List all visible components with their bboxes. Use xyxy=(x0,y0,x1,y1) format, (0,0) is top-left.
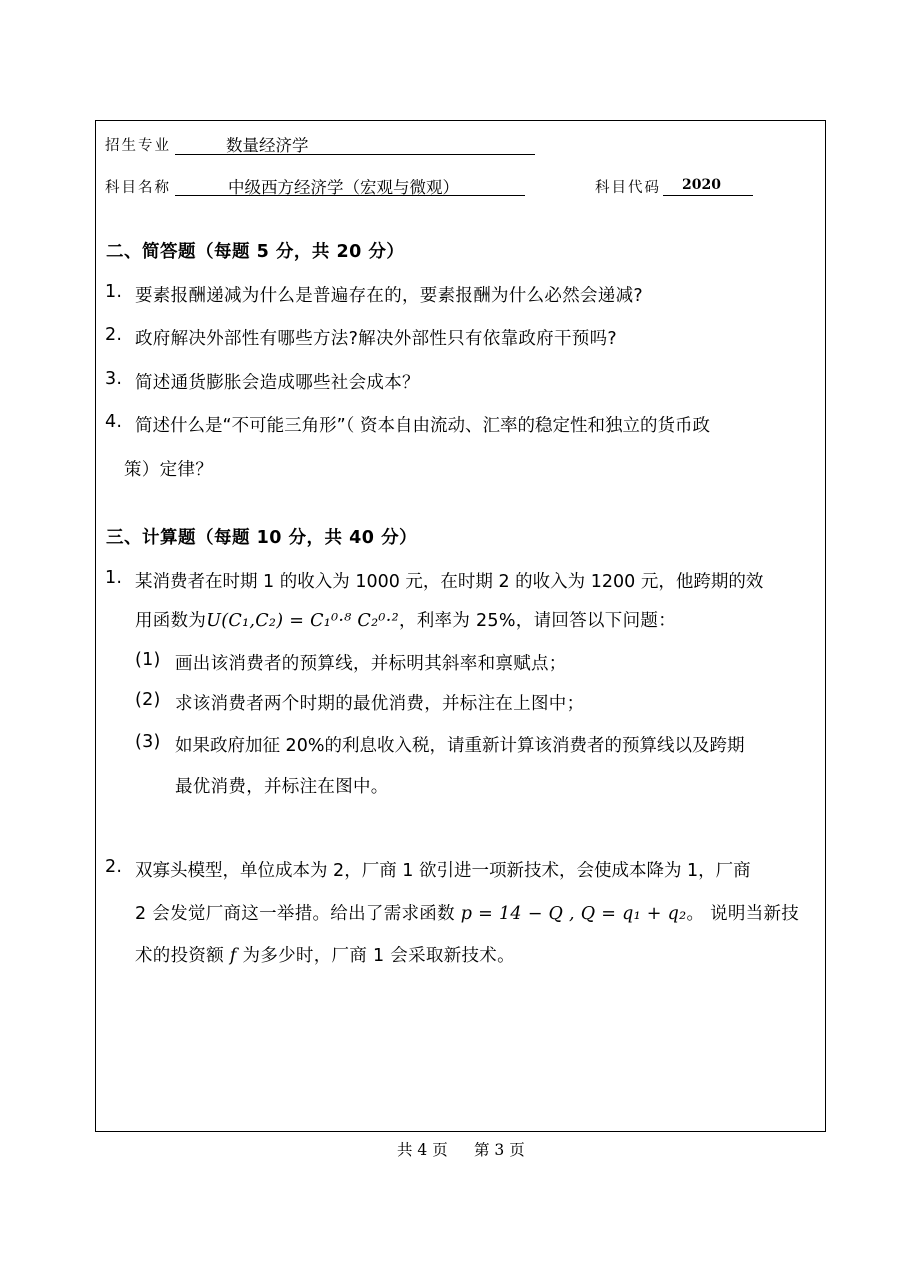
s3-q1-line2-suffix: ，利率为 25%，请回答以下问题： xyxy=(398,611,676,631)
s2-q3-text: 简述通货膨胀会造成哪些社会成本？ xyxy=(135,373,420,393)
footer-current-page: 第 3 页 xyxy=(474,1141,525,1159)
s2-q2-text: 政府解决外部性有哪些方法?解决外部性只有依靠政府干预吗? xyxy=(135,329,617,349)
s2-q4-num: 4. xyxy=(105,412,123,432)
s3-q1-line2-prefix: 用函数为 xyxy=(135,611,207,631)
s2-q3-num: 3. xyxy=(105,369,123,389)
s3-q1-sub1-num: (1) xyxy=(135,650,161,670)
subject-value: 中级西方经济学（宏观与微观） xyxy=(228,178,459,197)
s3-q2-line3-prefix: 术的投资额 xyxy=(135,946,224,966)
s3-q1-line2 xyxy=(135,607,676,632)
code-value: 2020 xyxy=(682,177,721,193)
s3-q2-num: 2. xyxy=(105,857,123,877)
s2-q1-text: 要素报酬递减为什么是普遍存在的，要素报酬为什么必然会递减? xyxy=(135,286,643,306)
s3-q1-sub3-text-cont: 最优消费，并标注在图中。 xyxy=(175,777,389,797)
major-label: 招生专业 xyxy=(105,138,171,154)
s3-q1-sub2-num: (2) xyxy=(135,690,161,710)
footer-total-pages: 共 4 页 xyxy=(397,1141,448,1159)
s3-q1-sub2-text: 求该消费者两个时期的最优消费，并标注在上图中； xyxy=(175,694,585,714)
demand-formula: p = 14 − Q , Q = q₁ + q₂ xyxy=(460,904,687,924)
s3-q2-line2-prefix: 2 会发觉厂商这一举措。给出了需求函数 xyxy=(135,904,455,924)
section3-title: 三、计算题（每题 10 分，共 40 分） xyxy=(106,528,418,548)
s3-q1-num: 1. xyxy=(105,568,123,588)
s3-q1-line1: 某消费者在时期 1 的收入为 1000 元，在时期 2 的收入为 1200 元，他跨期的效 xyxy=(135,572,764,592)
section2-title: 二、简答题（每题 5 分，共 20 分） xyxy=(106,242,405,262)
subject-label: 科目名称 xyxy=(105,180,171,196)
s3-q1-sub3-num: (3) xyxy=(135,732,161,752)
s2-q2-num: 2. xyxy=(105,325,123,345)
s2-q4-text: 简述什么是“不可能三角形”（ 资本自由流动、汇率的稳定性和独立的货币政 xyxy=(135,416,710,436)
s2-q4-text-cont: 策）定律？ xyxy=(124,460,213,480)
s3-q1-sub1-text: 画出该消费者的预算线，并标明其斜率和禀赋点； xyxy=(175,654,567,674)
code-label: 科目代码 xyxy=(595,180,661,196)
utility-formula: U(C₁,C₂) = C₁⁰·⁸ C₂⁰·² xyxy=(206,611,399,631)
s3-q1-sub3-text: 如果政府加征 20%的利息收入税，请重新计算该消费者的预算线以及跨期 xyxy=(175,736,745,756)
s2-q1-num: 1. xyxy=(105,282,123,302)
s3-q2-line3-suffix: 为多少时，厂商 1 会采取新技术。 xyxy=(242,946,515,966)
s3-q2-line3 xyxy=(135,942,515,967)
major-value: 数量经济学 xyxy=(226,136,309,155)
investment-var: f xyxy=(229,946,237,966)
s3-q2-line2 xyxy=(135,900,799,925)
s3-q2-line2-suffix: 。 说明当新技 xyxy=(686,904,800,924)
s3-q2-line1: 双寡头模型，单位成本为 2，厂商 1 欲引进一项新技术，会使成本降为 1，厂商 xyxy=(135,861,751,881)
